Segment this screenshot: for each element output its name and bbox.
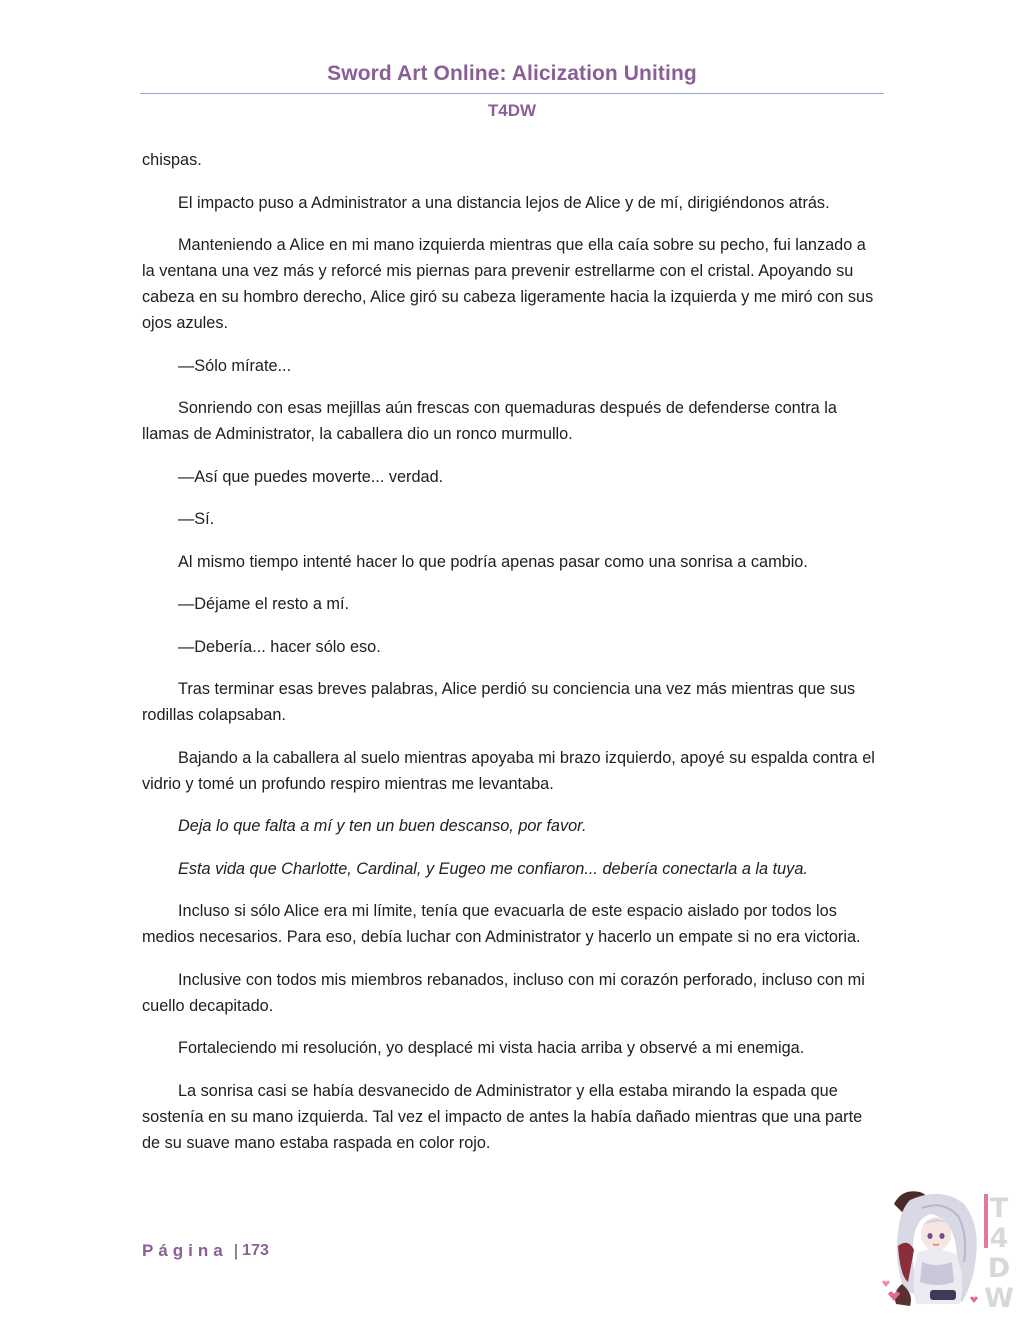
logo-letters [984,1194,1014,1314]
paragraph: Fortaleciendo mi resolución, yo desplacé mi vista hacia arriba y observé a mi enemiga. [178,1039,805,1057]
paragraph: Al mismo tiempo intenté hacer lo que podría apenas pasar como una sonrisa a cambio. [178,552,808,571]
page-label: Página [142,1241,228,1260]
paragraph: Sonriendo con esas mejillas aún frescas con quemaduras después de defenderse contra la llamas de Administrator, la caballera dio un ronco murmullo. [142,399,837,443]
paragraph: La sonrisa casi se había desvanecido de Administrator y ella estaba mirando la espada que sostenía en su mano izquierda. Tal vez el impacto de antes la había dañado mientras que una parte de su suave mano estaba raspada en color rojo. [142,1081,863,1152]
thought-line: Deja lo que falta a mí y ten un buen descanso, por favor. [178,817,587,835]
dialogue-line: —Déjame el resto a mí. [178,595,350,613]
logo-letter: D [987,1253,1011,1284]
page-number: 173 [242,1242,269,1259]
logo-letter: W [984,1283,1014,1314]
body-text [142,147,880,1172]
paragraph: chispas. [142,151,202,169]
logo-letter: 4 [989,1223,1009,1254]
logo-letter: T [989,1193,1009,1224]
page-footer [142,1241,269,1261]
paragraph: Incluso si sólo Alice era mi límite, tenía que evacuarla de este espacio aislado por todos los medios necesarios. Para eso, debía luchar con Administrator y hacerlo un empate si no era victoria. [142,902,861,946]
dialogue-line: —Así que puedes moverte... verdad. [178,467,444,486]
thought-line: Esta vida que Charlotte, Cardinal, y Eugeo me confiaron... debería conectarla a la tuya. [178,859,808,878]
dialogue-line: —Debería... hacer sólo eso. [178,637,381,656]
paragraph: Tras terminar esas breves palabras, Alice perdió su conciencia una vez más mientras que sus rodillas colapsaban. [142,680,856,724]
paragraph: El impacto puso a Administrator a una distancia lejos de Alice y de mí, dirigiéndonos atrás. [178,193,830,212]
anime-girl-logo-icon [880,1186,1020,1316]
dialogue-line: —Sólo mírate... [178,356,292,375]
paragraph: Bajando a la caballera al suelo mientras apoyaba mi brazo izquierdo, apoyé su espalda contra el vidrio y tomé un profundo respiro mientras me levantaba. [142,748,875,793]
header-divider [140,93,884,94]
book-title: Sword Art Online: Alicization Uniting [327,62,697,85]
paragraph: Inclusive con todos mis miembros rebanados, incluso con mi corazón perforado, incluso con mi cuello decapitado. [142,970,865,1015]
translator-team: T4DW [487,101,537,120]
paragraph: Manteniendo a Alice en mi mano izquierda mientras que ella caía sobre su pecho, fui lanzado a la ventana una vez más y reforcé mis piernas para prevenir estrellarme con el cristal. Apoyando su cabeza en su hombro derecho, Alice giró su cabeza ligeramente hacia la izquierda y me miró con sus ojos azules. [142,236,874,332]
page-header [140,58,884,122]
footer-separator: | [233,1241,239,1260]
dialogue-line: —Sí. [178,510,215,528]
